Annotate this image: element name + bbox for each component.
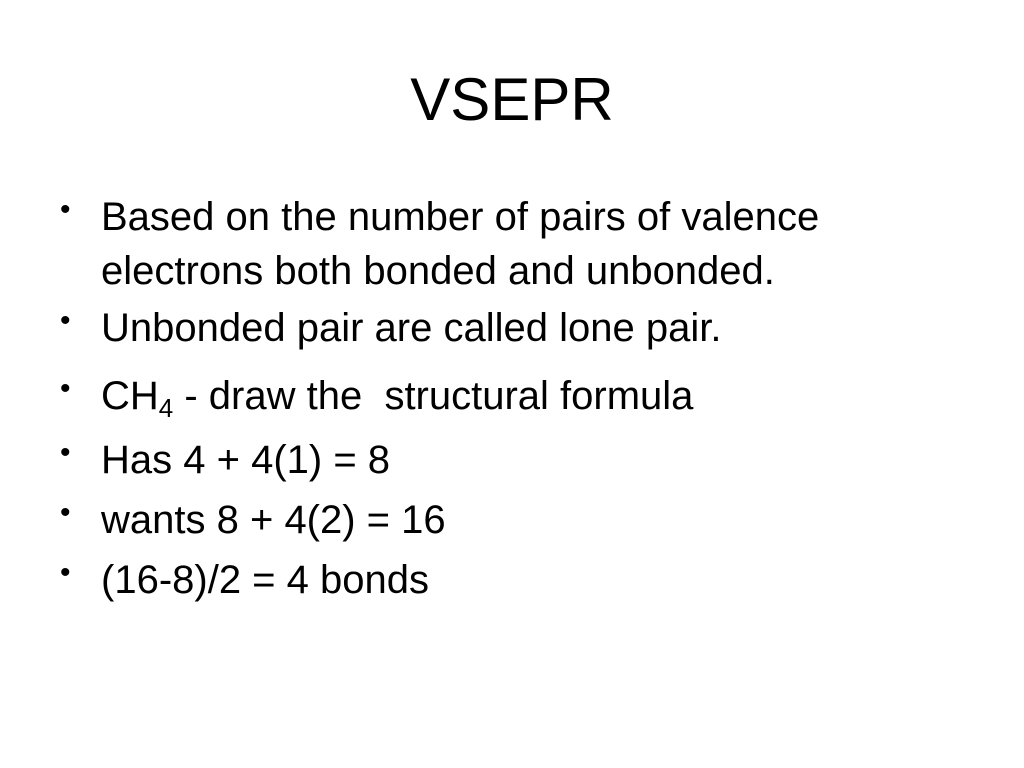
bullet-item-wants xyxy=(60,493,960,547)
bullet-text: wants 8 + 4(2) = 16 xyxy=(101,498,446,542)
bullet-item-bonds xyxy=(60,553,960,607)
bullet-icon: • xyxy=(60,372,71,405)
bullet-item-methane xyxy=(60,369,960,423)
bullet-text: Unbonded pair are called lone pair. xyxy=(101,306,722,350)
formula-subscript: 4 xyxy=(158,393,174,423)
bullet-icon: • xyxy=(60,496,71,529)
formula-prefix: CH xyxy=(101,374,159,418)
bullet-item-has xyxy=(60,433,960,487)
bullet-text: Based on the number of pairs of valence electrons both bonded and unbonded. xyxy=(101,195,820,293)
bullet-text: (16-8)/2 = 4 bonds xyxy=(101,558,429,602)
bullet-item-lone-pair xyxy=(60,301,960,355)
bullet-text: - draw the structural formula xyxy=(173,374,694,418)
bullet-icon: • xyxy=(60,436,71,469)
bullet-item-basis xyxy=(60,190,960,298)
bullet-text: Has 4 + 4(1) = 8 xyxy=(101,438,391,482)
bullet-list xyxy=(60,190,960,607)
slide-title: VSEPR xyxy=(410,66,614,133)
bullet-icon: • xyxy=(60,193,71,226)
bullet-icon: • xyxy=(60,304,71,337)
bullet-icon: • xyxy=(60,556,71,589)
